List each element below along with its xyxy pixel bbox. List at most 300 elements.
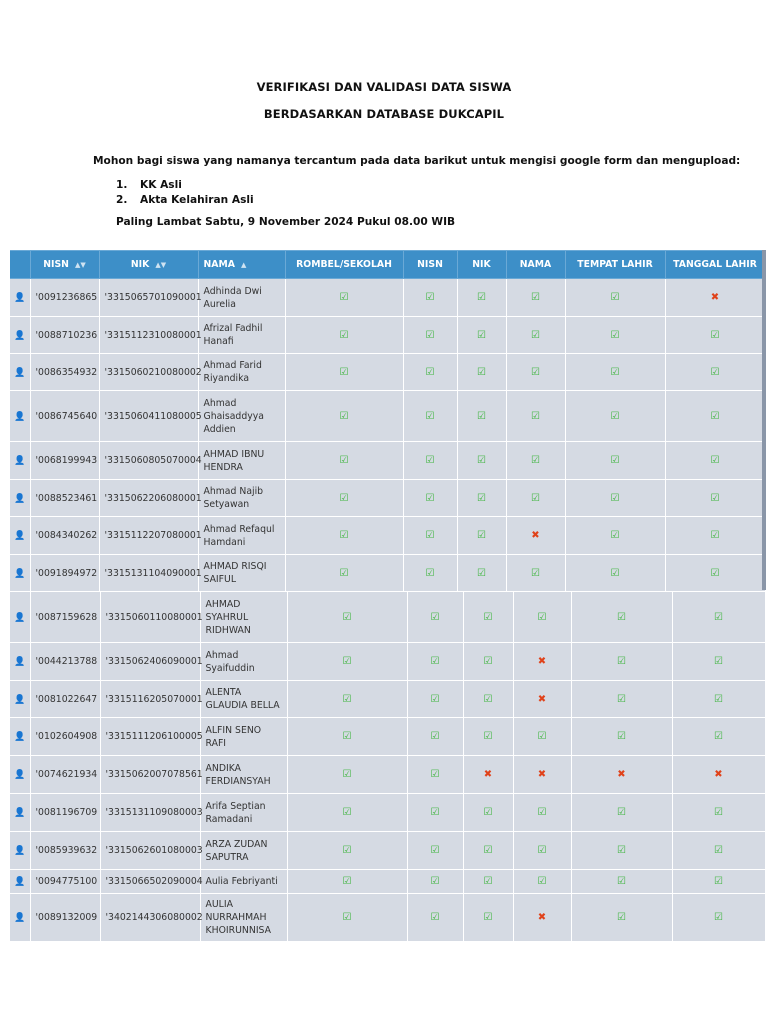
- check-square-icon: ☑: [537, 807, 547, 818]
- row-icon-cell: [10, 870, 30, 894]
- user-icon[interactable]: 👤: [14, 808, 26, 818]
- sort-icon[interactable]: ▲: [240, 260, 247, 269]
- cell-nik: '3315131109080003: [100, 794, 200, 832]
- check-square-icon: ☑: [477, 530, 486, 541]
- check-square-icon: ☑: [430, 656, 440, 667]
- check-square-icon: ☑: [714, 611, 723, 623]
- table-row: [10, 756, 765, 794]
- check-square-icon: ☑: [483, 845, 493, 856]
- cell-nik-status: [463, 718, 513, 756]
- cell-nik: '3315131104090001: [99, 555, 198, 592]
- user-icon[interactable]: 👤: [14, 612, 26, 623]
- cell-nama: Arifa Septian Ramadani: [200, 794, 287, 832]
- cell-nama: ARZA ZUDAN SAPUTRA: [200, 832, 287, 870]
- cell-tempat-lahir-status: [571, 894, 672, 942]
- check-square-icon: ☑: [610, 455, 620, 466]
- row-icon-cell: [10, 480, 30, 517]
- check-square-icon: ☑: [617, 656, 626, 667]
- cell-rombel-status: [285, 391, 403, 442]
- table-body: [10, 279, 765, 592]
- table-row: [10, 555, 765, 592]
- cell-nik: '3315116205070001: [100, 681, 200, 718]
- cross-icon: ✖: [537, 656, 547, 667]
- cell-tempat-lahir-status: [571, 756, 672, 794]
- user-icon[interactable]: 👤: [14, 770, 26, 780]
- cell-nisn-status: [407, 592, 463, 643]
- cross-icon: ✖: [531, 530, 540, 541]
- cell-nama: AHMAD IBNU HENDRA: [198, 442, 285, 480]
- cell-nisn-status: [403, 391, 457, 442]
- cell-rombel-status: [287, 756, 407, 794]
- table-row: [10, 442, 765, 480]
- check-square-icon: ☑: [342, 912, 352, 923]
- cell-nama-status: [506, 279, 565, 317]
- user-icon[interactable]: 👤: [14, 330, 26, 341]
- header-icon-cell: [10, 251, 30, 279]
- cell-nama-status: [506, 480, 565, 517]
- cell-nama: Ahmad Refaqul Hamdani: [198, 517, 285, 555]
- table-row: [10, 391, 765, 442]
- cell-nama-status: [506, 555, 565, 592]
- column-header-tanggal-lahir: TANGGAL LAHIR: [665, 251, 765, 279]
- cell-nisn: '0102604908: [30, 718, 100, 756]
- table-row: [10, 517, 765, 555]
- check-square-icon: ☑: [610, 492, 620, 504]
- check-square-icon: ☑: [342, 656, 352, 667]
- cell-nik-status: [463, 832, 513, 870]
- check-square-icon: ☑: [714, 731, 723, 742]
- row-icon-cell: [10, 317, 30, 354]
- column-header-nisn-check: NISN: [403, 251, 457, 279]
- check-square-icon: ☑: [617, 731, 626, 742]
- cell-rombel-status: [287, 832, 407, 870]
- table-row: [10, 894, 765, 942]
- cell-nisn-status: [407, 832, 463, 870]
- check-square-icon: ☑: [425, 292, 435, 303]
- cell-tempat-lahir-status: [571, 681, 672, 718]
- cell-nisn: '0084340262: [30, 517, 99, 555]
- user-icon[interactable]: 👤: [14, 846, 26, 856]
- check-square-icon: ☑: [339, 455, 349, 466]
- cell-nama: ANDIKA FERDIANSYAH: [200, 756, 287, 794]
- cell-tempat-lahir-status: [571, 832, 672, 870]
- cell-tanggal-lahir-status: [665, 517, 765, 555]
- cell-nik-status: [457, 391, 506, 442]
- cell-nama: ALENTA GLAUDIA BELLA: [200, 681, 287, 718]
- check-square-icon: ☑: [714, 807, 723, 818]
- cell-tempat-lahir-status: [571, 643, 672, 681]
- user-icon[interactable]: 👤: [14, 694, 26, 705]
- cell-tempat-lahir-status: [571, 592, 672, 643]
- row-icon-cell: [10, 592, 30, 643]
- check-square-icon: ☑: [531, 492, 540, 504]
- user-icon[interactable]: 👤: [14, 531, 26, 541]
- user-icon[interactable]: 👤: [14, 456, 26, 466]
- check-square-icon: ☑: [430, 731, 440, 742]
- user-icon[interactable]: 👤: [14, 367, 26, 378]
- cell-rombel-status: [285, 442, 403, 480]
- table-row: [10, 681, 765, 718]
- check-square-icon: ☑: [537, 611, 547, 623]
- cell-tanggal-lahir-status: [665, 555, 765, 592]
- user-icon[interactable]: 👤: [14, 293, 26, 303]
- check-square-icon: ☑: [425, 530, 435, 541]
- check-square-icon: ☑: [477, 567, 486, 579]
- cell-tempat-lahir-status: [565, 391, 665, 442]
- table-header-row: [10, 251, 765, 279]
- row-icon-cell: [10, 794, 30, 832]
- check-square-icon: ☑: [537, 731, 547, 742]
- check-square-icon: ☑: [531, 292, 540, 303]
- check-square-icon: ☑: [710, 410, 720, 422]
- cell-tanggal-lahir-status: [672, 592, 765, 643]
- cell-rombel-status: [287, 592, 407, 643]
- cell-rombel-status: [287, 870, 407, 894]
- check-square-icon: ☑: [483, 731, 493, 742]
- table-row: [10, 794, 765, 832]
- check-square-icon: ☑: [483, 912, 493, 923]
- check-square-icon: ☑: [477, 410, 486, 422]
- table-row: [10, 354, 765, 391]
- check-square-icon: ☑: [617, 912, 626, 923]
- cell-nama: Aulia Febriyanti: [200, 870, 287, 894]
- cell-nik: '3315062007078561: [100, 756, 200, 794]
- check-square-icon: ☑: [425, 567, 435, 579]
- cell-nik-status: [463, 681, 513, 718]
- cell-rombel-status: [285, 354, 403, 391]
- table-row: [10, 643, 765, 681]
- column-header-nama-check: NAMA: [506, 251, 565, 279]
- cross-icon: ✖: [710, 292, 720, 303]
- column-header-rombel: ROMBEL/SEKOLAH: [285, 251, 403, 279]
- column-header-nama[interactable]: NAMA ▲: [198, 251, 285, 279]
- cell-nama-status: [513, 643, 571, 681]
- cell-nama: AHMAD SYAHRUL RIDHWAN: [200, 592, 287, 643]
- cell-nisn: '0094775100: [30, 870, 100, 894]
- check-square-icon: ☑: [610, 292, 620, 303]
- user-icon[interactable]: 👤: [14, 913, 26, 923]
- check-square-icon: ☑: [425, 366, 435, 378]
- cell-nik: '3315112207080001: [99, 517, 198, 555]
- cell-nama-status: [513, 681, 571, 718]
- cell-nama: ALFIN SENO RAFI: [200, 718, 287, 756]
- check-square-icon: ☑: [339, 492, 349, 504]
- check-square-icon: ☑: [342, 731, 352, 742]
- cell-tempat-lahir-status: [565, 442, 665, 480]
- row-icon-cell: [10, 832, 30, 870]
- cell-nik-status: [457, 480, 506, 517]
- cell-nik: '3315111206100005: [100, 718, 200, 756]
- check-square-icon: ☑: [339, 410, 349, 422]
- check-square-icon: ☑: [714, 693, 723, 705]
- user-icon[interactable]: 👤: [14, 877, 26, 887]
- cell-tanggal-lahir-status: [672, 643, 765, 681]
- check-square-icon: ☑: [339, 329, 349, 341]
- cell-tanggal-lahir-status: [665, 279, 765, 317]
- cell-nik-status: [463, 643, 513, 681]
- cell-tanggal-lahir-status: [672, 756, 765, 794]
- cell-tempat-lahir-status: [571, 870, 672, 894]
- row-icon-cell: [10, 894, 30, 942]
- cell-rombel-status: [287, 894, 407, 942]
- row-icon-cell: [10, 354, 30, 391]
- cell-tanggal-lahir-status: [672, 681, 765, 718]
- cell-nisn: '0087159628: [30, 592, 100, 643]
- check-square-icon: ☑: [425, 410, 435, 422]
- cell-nik: '3315060411080005: [99, 391, 198, 442]
- cell-tanggal-lahir-status: [665, 442, 765, 480]
- cell-tempat-lahir-status: [565, 517, 665, 555]
- check-square-icon: ☑: [430, 807, 440, 818]
- row-icon-cell: [10, 718, 30, 756]
- user-icon[interactable]: 👤: [14, 493, 26, 504]
- cell-rombel-status: [287, 794, 407, 832]
- cell-rombel-status: [285, 317, 403, 354]
- check-square-icon: ☑: [342, 845, 352, 856]
- deadline-text: Paling Lambat Sabtu, 9 November 2024 Pukul 08.00 WIB: [116, 216, 456, 228]
- check-square-icon: ☑: [617, 845, 626, 856]
- cell-tanggal-lahir-status: [672, 794, 765, 832]
- cell-tanggal-lahir-status: [672, 870, 765, 894]
- check-square-icon: ☑: [339, 530, 349, 541]
- cell-nisn-status: [407, 643, 463, 681]
- cell-nisn-status: [407, 794, 463, 832]
- check-square-icon: ☑: [531, 329, 540, 341]
- cell-nisn: '0074621934: [30, 756, 100, 794]
- cross-icon: ✖: [537, 912, 547, 923]
- table-row: [10, 832, 765, 870]
- check-square-icon: ☑: [430, 876, 440, 887]
- check-square-icon: ☑: [430, 912, 440, 923]
- cell-nik-status: [463, 794, 513, 832]
- cross-icon: ✖: [617, 769, 626, 780]
- cell-nik-status: [457, 354, 506, 391]
- check-square-icon: ☑: [617, 693, 626, 705]
- table-row: [10, 592, 765, 643]
- user-icon[interactable]: 👤: [14, 657, 26, 667]
- cell-nisn-status: [407, 870, 463, 894]
- cell-tempat-lahir-status: [565, 480, 665, 517]
- user-icon[interactable]: 👤: [14, 568, 26, 579]
- check-square-icon: ☑: [339, 366, 349, 378]
- cell-nik-status: [457, 317, 506, 354]
- cell-nama-status: [513, 756, 571, 794]
- user-icon[interactable]: 👤: [14, 732, 26, 742]
- cell-nama: Ahmad Ghaisaddyya Addien: [198, 391, 285, 442]
- instruction-text: Mohon bagi siswa yang namanya tercantum pada data barikut untuk mengisi google form dan mengupload:: [93, 155, 741, 167]
- cell-nisn-status: [403, 354, 457, 391]
- check-square-icon: ☑: [610, 567, 620, 579]
- cell-rombel-status: [287, 718, 407, 756]
- cell-nisn-status: [407, 894, 463, 942]
- check-square-icon: ☑: [430, 845, 440, 856]
- check-square-icon: ☑: [710, 455, 720, 466]
- check-square-icon: ☑: [425, 455, 435, 466]
- check-square-icon: ☑: [477, 329, 486, 341]
- cell-nik: '3315060110080001: [100, 592, 200, 643]
- cell-tanggal-lahir-status: [665, 391, 765, 442]
- check-square-icon: ☑: [342, 807, 352, 818]
- check-square-icon: ☑: [537, 845, 547, 856]
- check-square-icon: ☑: [531, 567, 540, 579]
- cell-nik-status: [463, 894, 513, 942]
- cell-nisn-status: [407, 756, 463, 794]
- cell-rombel-status: [285, 480, 403, 517]
- cell-tanggal-lahir-status: [665, 354, 765, 391]
- row-icon-cell: [10, 391, 30, 442]
- sort-icon[interactable]: ▲▼: [74, 260, 86, 269]
- cell-rombel-status: [285, 517, 403, 555]
- row-icon-cell: [10, 555, 30, 592]
- cell-nik-status: [463, 756, 513, 794]
- student-table-page-1: [10, 250, 766, 592]
- check-square-icon: ☑: [710, 492, 720, 504]
- cell-nik: '3315062601080003: [100, 832, 200, 870]
- row-icon-cell: [10, 643, 30, 681]
- check-square-icon: ☑: [710, 366, 720, 378]
- cell-nisn: '0086354932: [30, 354, 99, 391]
- check-square-icon: ☑: [477, 455, 486, 466]
- cell-nama-status: [506, 354, 565, 391]
- cell-nama-status: [513, 870, 571, 894]
- row-icon-cell: [10, 442, 30, 480]
- cell-tanggal-lahir-status: [665, 480, 765, 517]
- check-square-icon: ☑: [477, 366, 486, 378]
- cell-nisn-status: [407, 681, 463, 718]
- check-square-icon: ☑: [714, 656, 723, 667]
- cell-nik-status: [457, 555, 506, 592]
- cell-nama: Adhinda Dwi Aurelia: [198, 279, 285, 317]
- table-row: [10, 279, 765, 317]
- cell-nama-status: [506, 317, 565, 354]
- cell-tanggal-lahir-status: [665, 317, 765, 354]
- table-row: [10, 718, 765, 756]
- cross-icon: ✖: [537, 769, 547, 780]
- check-square-icon: ☑: [710, 567, 720, 579]
- cell-nama-status: [506, 391, 565, 442]
- cell-nisn-status: [407, 718, 463, 756]
- cell-nik-status: [457, 279, 506, 317]
- check-square-icon: ☑: [483, 656, 493, 667]
- cell-nama-status: [513, 832, 571, 870]
- cell-nik: '3315062206080001: [99, 480, 198, 517]
- cell-nama-status: [513, 894, 571, 942]
- cell-nama-status: [513, 718, 571, 756]
- check-square-icon: ☑: [430, 611, 440, 623]
- sort-icon[interactable]: ▲▼: [155, 260, 167, 269]
- column-header-tempat-lahir: TEMPAT LAHIR: [565, 251, 665, 279]
- cell-rombel-status: [285, 555, 403, 592]
- user-icon[interactable]: 👤: [14, 411, 26, 422]
- check-square-icon: ☑: [617, 807, 626, 818]
- cell-nik: '3315062406090001: [100, 643, 200, 681]
- cell-nik-status: [457, 517, 506, 555]
- cell-nama: Ahmad Syaifuddin: [200, 643, 287, 681]
- check-square-icon: ☑: [714, 912, 723, 923]
- check-square-icon: ☑: [714, 845, 723, 856]
- cell-nisn-status: [403, 317, 457, 354]
- check-square-icon: ☑: [342, 769, 352, 780]
- cell-nisn: '0088710236: [30, 317, 99, 354]
- cell-nisn: '0068199943: [30, 442, 99, 480]
- check-square-icon: ☑: [714, 876, 723, 887]
- column-header-nisn[interactable]: NISN ▲▼: [30, 251, 99, 279]
- page-title: VERIFIKASI DAN VALIDASI DATA SISWA: [256, 80, 512, 94]
- check-square-icon: ☑: [531, 366, 540, 378]
- cell-nik: '3315112310080001: [99, 317, 198, 354]
- table-row: [10, 317, 765, 354]
- cell-nisn: '0081022647: [30, 681, 100, 718]
- cell-nama: Ahmad Najib Setyawan: [198, 480, 285, 517]
- cell-nama: Ahmad Farid Riyandika: [198, 354, 285, 391]
- cell-nisn: '0088523461: [30, 480, 99, 517]
- cell-nisn: '0091236865: [30, 279, 99, 317]
- check-square-icon: ☑: [342, 693, 352, 705]
- cell-nik-status: [457, 442, 506, 480]
- cell-tanggal-lahir-status: [672, 894, 765, 942]
- check-square-icon: ☑: [342, 611, 352, 623]
- check-square-icon: ☑: [342, 876, 352, 887]
- requirement-item: 2. Akta Kelahiran Asli: [116, 194, 254, 206]
- check-square-icon: ☑: [483, 876, 493, 887]
- cell-nisn-status: [403, 442, 457, 480]
- cell-tempat-lahir-status: [571, 718, 672, 756]
- page-subtitle: BERDASARKAN DATABASE DUKCAPIL: [263, 107, 505, 121]
- cell-tanggal-lahir-status: [672, 832, 765, 870]
- row-icon-cell: [10, 756, 30, 794]
- cell-nik: '3315060805070004: [99, 442, 198, 480]
- cell-nik: '3315060210080002: [99, 354, 198, 391]
- table-row: [10, 480, 765, 517]
- cell-nisn: '0089132009: [30, 894, 100, 942]
- row-icon-cell: [10, 681, 30, 718]
- check-square-icon: ☑: [483, 611, 493, 623]
- check-square-icon: ☑: [483, 693, 493, 705]
- check-square-icon: ☑: [617, 876, 626, 887]
- cross-icon: ✖: [537, 693, 547, 705]
- cell-rombel-status: [285, 279, 403, 317]
- check-square-icon: ☑: [610, 366, 620, 378]
- cell-tempat-lahir-status: [565, 354, 665, 391]
- cell-rombel-status: [287, 681, 407, 718]
- cell-nik: '3315066502090004: [100, 870, 200, 894]
- cell-nisn-status: [403, 517, 457, 555]
- check-square-icon: ☑: [477, 292, 486, 303]
- row-icon-cell: [10, 517, 30, 555]
- cell-nisn: '0044213788: [30, 643, 100, 681]
- check-square-icon: ☑: [531, 410, 540, 422]
- cell-nama-status: [506, 517, 565, 555]
- check-square-icon: ☑: [537, 876, 547, 887]
- check-square-icon: ☑: [339, 567, 349, 579]
- requirement-item: 1. KK Asli: [116, 179, 182, 191]
- table-row: [10, 870, 765, 894]
- cell-nama: AHMAD RISQI SAIFUL: [198, 555, 285, 592]
- column-header-nik[interactable]: NIK ▲▼: [99, 251, 198, 279]
- check-square-icon: ☑: [430, 769, 440, 780]
- cell-tempat-lahir-status: [565, 317, 665, 354]
- cell-tanggal-lahir-status: [672, 718, 765, 756]
- check-square-icon: ☑: [610, 329, 620, 341]
- cross-icon: ✖: [714, 769, 723, 780]
- check-square-icon: ☑: [477, 492, 486, 504]
- cell-nik: '3402144306080002: [100, 894, 200, 942]
- check-square-icon: ☑: [425, 329, 435, 341]
- check-square-icon: ☑: [339, 292, 349, 303]
- cell-nik-status: [463, 870, 513, 894]
- check-square-icon: ☑: [610, 410, 620, 422]
- cell-nama-status: [506, 442, 565, 480]
